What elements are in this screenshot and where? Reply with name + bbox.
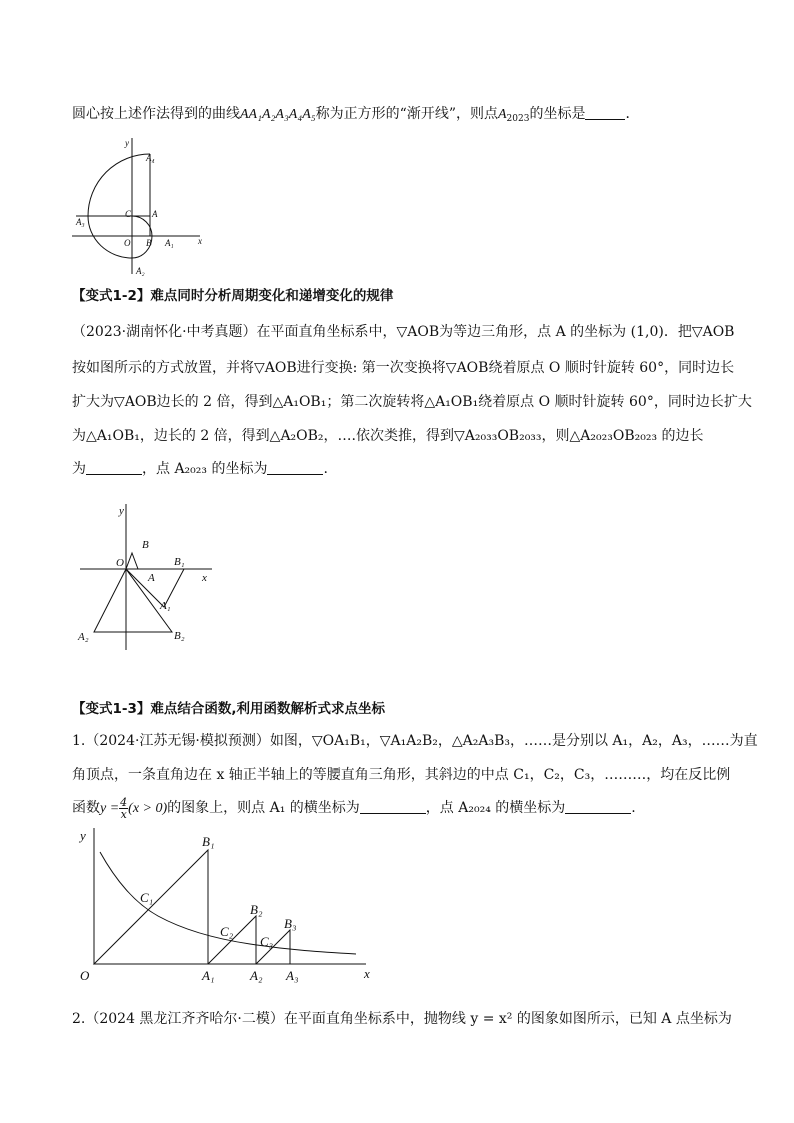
fig3-label-C2: C₂: [220, 924, 234, 939]
v13-l3d: .: [631, 800, 636, 816]
p1-end: ．: [625, 106, 640, 122]
figure-involute: [70, 136, 210, 276]
p1-point: A: [497, 107, 507, 122]
v12-l5c: .: [323, 461, 328, 477]
fig1-label-O: O: [124, 238, 131, 248]
fig2-label-A: A: [148, 572, 155, 584]
v13-l3a: 函数: [72, 800, 100, 816]
question-2-line: 2.（2024 黑龙江齐齐哈尔·二模）在平面直角坐标系中，抛物线 y = x² 的图象如图所示，已知 A 点坐标为: [72, 1011, 732, 1027]
fig2-label-A1: A₁: [160, 600, 171, 612]
fig2-label-y: y: [119, 505, 124, 517]
fig3-label-A2: A₂: [250, 968, 263, 983]
fraction-numerator: 4: [120, 795, 128, 809]
p1-curve: AA₁A₂A₃A₄A₅: [240, 107, 316, 122]
v13-line-3: [72, 796, 636, 821]
fig1-label-y: y: [125, 138, 129, 148]
v13-l3b: 的图象上，则点 A₁ 的横坐标为: [167, 800, 360, 816]
v13-l3c: ，点 A₂₀₂₄ 的横坐标为: [425, 800, 566, 816]
fig3-label-O: O: [80, 968, 90, 983]
fig2-label-B: B: [142, 539, 149, 551]
triangle-AOB: [126, 553, 138, 569]
v12-line-2: 按如图所示的方式放置，并将▽AOB进行变换: 第一次变换将▽AOB绕着原点 O 顺时针旋转 60°，同时边长: [72, 360, 735, 376]
answer-blank-length: [86, 460, 142, 475]
triangle-OA1B1: [94, 850, 208, 964]
fig3-label-B1: B₁: [202, 834, 215, 849]
p1-text-mid: 称为正方形的“渐开线”，则点: [315, 106, 498, 122]
v12-line-5: [72, 459, 328, 479]
fig3-label-y: y: [80, 828, 86, 843]
fig3-label-B2: B₂: [250, 902, 263, 917]
p1-point-sub: 2023: [506, 114, 530, 124]
fraction-denominator: x: [120, 807, 127, 821]
v12-line-1: （2023·湖南怀化·中考真题）在平面直角坐标系中，▽AOB为等边三角形，点 A 的坐标为 (1,0)．把▽AOB: [72, 324, 735, 340]
v13-line-2: 角顶点，一条直角边在 x 轴正半轴上的等腰直角三角形，其斜边的中点 C₁，C₂，C₃，………，均在反比例: [72, 767, 731, 783]
fig2-label-B2: B₂: [174, 630, 185, 642]
v12-l5a: 为: [72, 461, 86, 477]
answer-blank-a1: [360, 799, 426, 814]
fig1-label-A1: A₁: [165, 238, 174, 248]
fig1-label-A2: A₂: [136, 266, 145, 276]
variant-1-3-heading: 【变式1-3】难点结合函数,利用函数解析式求点坐标: [72, 701, 386, 717]
fig3-label-x: x: [364, 966, 370, 981]
func-lhs: y =: [100, 801, 120, 816]
figure-rotating-triangles: [76, 502, 216, 652]
fig2-label-B1: B₁: [174, 556, 185, 568]
square: [132, 216, 150, 236]
p1-text-after: 的坐标是: [529, 106, 586, 122]
v12-line-3: 扩大为▽AOB边长的 2 倍，得到△A₁OB₁；第二次旋转将△A₁OB₁绕着原点 O 顺时针旋转 60°，同时边长扩大: [72, 394, 752, 410]
fig1-label-C: C: [125, 209, 132, 219]
fig3-label-A1: A₁: [202, 968, 215, 983]
p1-text-before: 圆心按上述作法得到的曲线: [72, 106, 240, 122]
v12-l5b: ，点 A₂₀₂₃ 的坐标为: [142, 461, 268, 477]
fig1-label-x: x: [198, 236, 202, 246]
triangle-A1OB1: [126, 569, 184, 607]
fig2-label-A2: A₂: [78, 631, 89, 643]
func-condition: (x > 0): [128, 801, 168, 816]
paragraph-involute: [72, 104, 639, 129]
fraction: [119, 797, 128, 820]
fig1-label-A: A: [152, 209, 158, 219]
figure-hyperbola-triangles: [70, 826, 380, 984]
fig1-label-A4: A₄: [146, 153, 155, 163]
fig3-label-A3: A₃: [286, 968, 299, 983]
fig3-label-C1: C₁: [140, 890, 154, 905]
answer-blank-a2024: [565, 799, 631, 814]
fig3-label-C3: C₃: [260, 934, 274, 949]
v12-line-4: 为△A₁OB₁，边长的 2 倍，得到△A₂OB₂，….依次类推，得到▽A₂₀₃₃OB₂₀₃₃，则△A₂₀₂₃OB₂₀₂₃ 的边长: [72, 428, 704, 444]
fig2-label-x: x: [202, 572, 207, 584]
variant-1-2-heading: 【变式1-2】难点同时分析周期变化和递增变化的规律: [72, 288, 394, 304]
answer-blank-coord: [267, 460, 323, 475]
fig2-label-O: O: [116, 557, 124, 569]
v13-line-1: 1.（2024·江苏无锡·模拟预测）如图，▽OA₁B₁，▽A₁A₂B₂，△A₂A₃B₃，……是分别以 A₁，A₂，A₃，……为直: [72, 733, 758, 749]
fig1-label-A3: A₃: [76, 217, 85, 227]
fig3-label-B3: B₃: [284, 916, 297, 931]
fig1-label-B: B: [146, 238, 152, 248]
answer-blank: [585, 105, 625, 120]
